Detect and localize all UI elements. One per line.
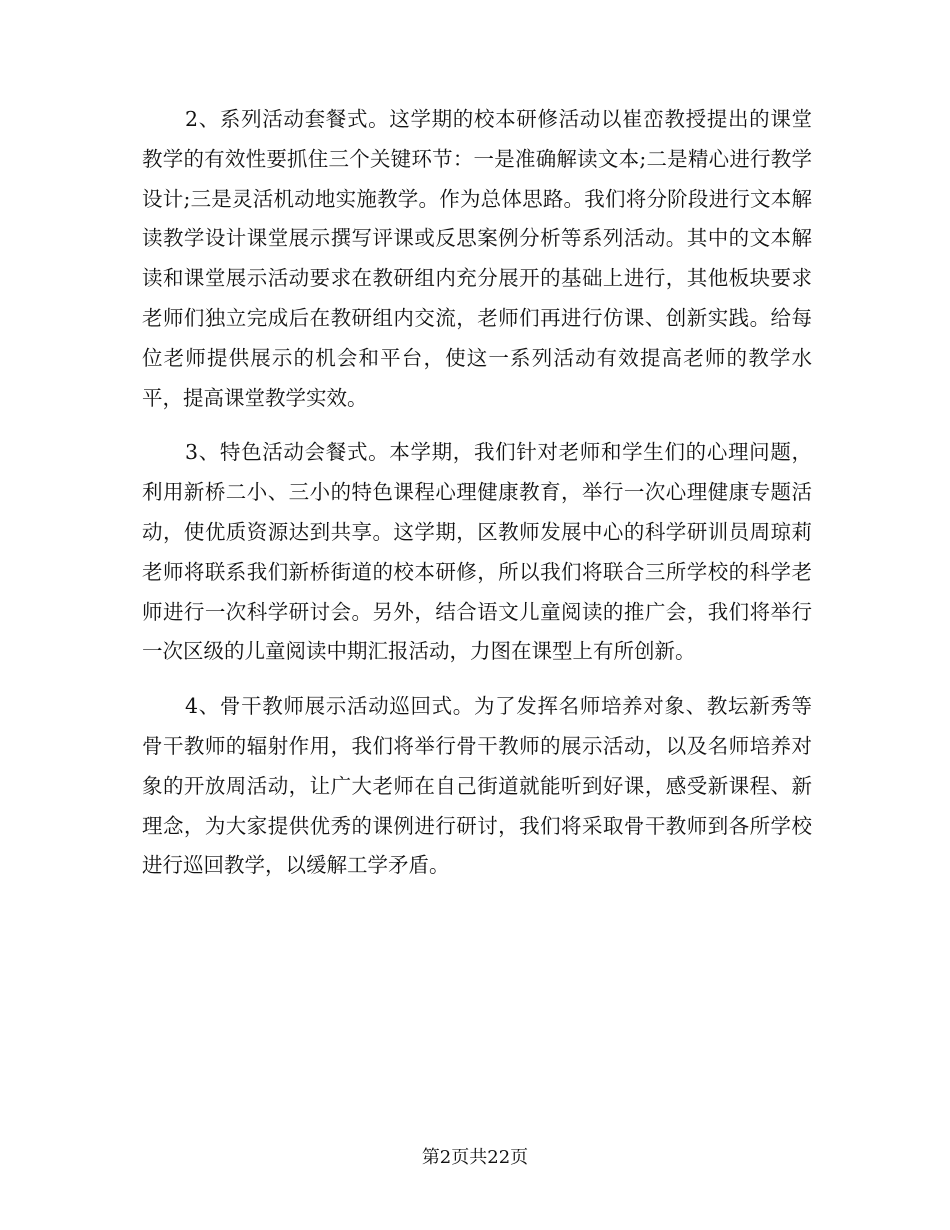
paragraph-featured-activities: 3、特色活动会餐式。本学期，我们针对老师和学生们的心理问题，利用新桥二小、三小的特色课程心理健康教育，举行一次心理健康专题活动，使优质资源达到共享。这学期，区教师发展中心的科学研训员周琼莉老师将联系我们新桥街道的校本研修，所以我们将联合三所学校的科学老师进行一次科学研讨会。另外，结合语文儿童阅读的推广会，我们将举行一次区级的儿童阅读中期汇报活动，力图在课型上有所创新。: [142, 440, 812, 664]
page-number-footer: 第2页共22页: [421, 1147, 529, 1168]
document-body: [142, 100, 812, 901]
paragraph-series-activities: 2、系列活动套餐式。这学期的校本研修活动以崔峦教授提出的课堂教学的有效性要抓住三个关键环节：一是准确解读文本;二是精心进行教学设计;三是灵活机动地实施教学。作为总体思路。我们将分阶段进行文本解读教学设计课堂展示撰写评课或反思案例分析等系列活动。其中的文本解读和课堂展示活动要求在教研组内充分展开的基础上进行，其他板块要求老师们独立完成后在教研组内交流，老师们再进行仿课、创新实践。给每位老师提供展示的机会和平台，使这一系列活动有效提高老师的教学水平，提高课堂教学实效。: [142, 107, 812, 410]
paragraph-backbone-teachers: 4、骨干教师展示活动巡回式。为了发挥名师培养对象、教坛新秀等骨干教师的辐射作用，我们将举行骨干教师的展示活动，以及名师培养对象的开放周活动，让广大老师在自己街道就能听到好课，感受新课程、新理念，为大家提供优秀的课例进行研讨，我们将采取骨干教师到各所学校进行巡回教学，以缓解工学矛盾。: [142, 694, 812, 878]
